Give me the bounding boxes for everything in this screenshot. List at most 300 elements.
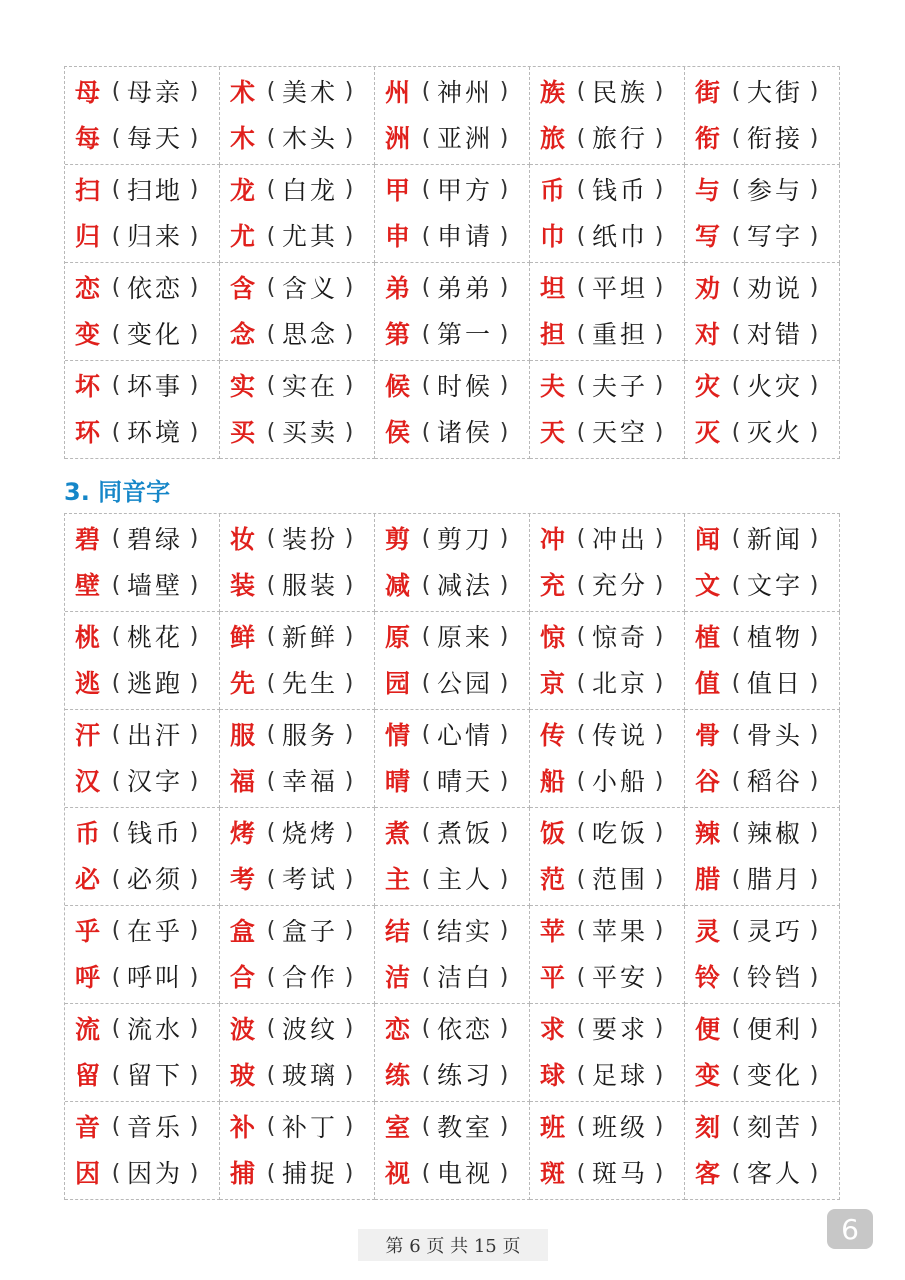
open-paren: ( (576, 373, 586, 399)
word: 白龙 (282, 175, 339, 205)
close-paren: ) (809, 177, 819, 203)
character: 盒 (230, 916, 256, 946)
open-paren: ( (266, 373, 276, 399)
open-paren: ( (731, 1160, 741, 1186)
character: 晴 (385, 767, 411, 797)
word: 值日 (747, 669, 804, 699)
character: 植 (695, 622, 721, 652)
word-entry (385, 222, 529, 252)
close-paren: ) (344, 768, 354, 794)
word-entry (385, 720, 529, 750)
close-paren: ) (344, 670, 354, 696)
word-entry (230, 222, 374, 252)
close-paren: ) (654, 1160, 664, 1186)
word-entry (75, 77, 219, 107)
close-paren: ) (499, 526, 509, 552)
grid-cell (685, 808, 840, 906)
character: 妆 (230, 524, 256, 554)
word-entry (385, 1014, 529, 1044)
grid-cell (685, 710, 840, 808)
word-entry (540, 669, 684, 699)
open-paren: ( (421, 177, 431, 203)
word-entry (230, 77, 374, 107)
character: 扫 (75, 175, 101, 205)
grid-cell (530, 612, 685, 710)
character: 第 (385, 320, 411, 350)
word: 含义 (282, 273, 339, 303)
word: 劝说 (747, 273, 804, 303)
word: 天空 (592, 418, 649, 448)
character: 闻 (695, 524, 721, 554)
character: 传 (540, 720, 566, 750)
open-paren: ( (421, 624, 431, 650)
word-entry (695, 222, 839, 252)
close-paren: ) (654, 918, 664, 944)
open-paren: ( (576, 1016, 586, 1042)
open-paren: ( (266, 820, 276, 846)
open-paren: ( (111, 321, 121, 347)
open-paren: ( (576, 125, 586, 151)
word-entry (540, 916, 684, 946)
word-entry (695, 418, 839, 448)
close-paren: ) (499, 125, 509, 151)
word-entry (695, 916, 839, 946)
character: 碧 (75, 524, 101, 554)
word-entry (230, 622, 374, 652)
close-paren: ) (654, 670, 664, 696)
close-paren: ) (809, 419, 819, 445)
word-entry (540, 865, 684, 895)
word: 甲方 (437, 175, 494, 205)
word-entry (695, 571, 839, 601)
word-entry (75, 767, 219, 797)
open-paren: ( (111, 572, 121, 598)
close-paren: ) (344, 275, 354, 301)
word-entry (385, 77, 529, 107)
word-entry (230, 720, 374, 750)
word: 第一 (437, 320, 494, 350)
word-entry (230, 175, 374, 205)
character: 先 (230, 669, 256, 699)
close-paren: ) (344, 373, 354, 399)
word: 对错 (747, 320, 804, 350)
character: 对 (695, 320, 721, 350)
word: 汉字 (127, 767, 184, 797)
close-paren: ) (499, 964, 509, 990)
page-footer: 第 6 页 共 15 页 (358, 1229, 548, 1261)
word: 北京 (592, 669, 649, 699)
character: 母 (75, 77, 101, 107)
word: 腊月 (747, 865, 804, 895)
open-paren: ( (731, 670, 741, 696)
word: 结实 (437, 916, 494, 946)
grid-cell (220, 1102, 375, 1200)
grid-cell (375, 710, 530, 808)
open-paren: ( (731, 1062, 741, 1088)
word: 新鲜 (282, 622, 339, 652)
close-paren: ) (189, 670, 199, 696)
open-paren: ( (576, 624, 586, 650)
character: 船 (540, 767, 566, 797)
word: 申请 (437, 222, 494, 252)
word-entry (75, 1014, 219, 1044)
word-entry (695, 175, 839, 205)
character: 侯 (385, 418, 411, 448)
close-paren: ) (189, 866, 199, 892)
word-entry (385, 320, 529, 350)
character: 州 (385, 77, 411, 107)
grid-cell (65, 263, 220, 361)
word: 灵巧 (747, 916, 804, 946)
character: 灭 (695, 418, 721, 448)
close-paren: ) (499, 275, 509, 301)
character: 尤 (230, 222, 256, 252)
word: 辣椒 (747, 818, 804, 848)
close-paren: ) (189, 768, 199, 794)
close-paren: ) (344, 177, 354, 203)
word: 夫子 (592, 371, 649, 401)
word-entry (540, 124, 684, 154)
open-paren: ( (576, 275, 586, 301)
word-entry (540, 222, 684, 252)
close-paren: ) (344, 964, 354, 990)
open-paren: ( (421, 223, 431, 249)
character: 因 (75, 1159, 101, 1189)
open-paren: ( (111, 177, 121, 203)
word-entry (230, 273, 374, 303)
grid-cell (685, 361, 840, 459)
close-paren: ) (344, 321, 354, 347)
character: 天 (540, 418, 566, 448)
word-entry (75, 1112, 219, 1142)
word-entry (75, 371, 219, 401)
open-paren: ( (731, 373, 741, 399)
word: 公园 (437, 669, 494, 699)
word-entry (540, 767, 684, 797)
grid-cell (65, 1102, 220, 1200)
open-paren: ( (576, 964, 586, 990)
grid-cell (530, 361, 685, 459)
character: 球 (540, 1061, 566, 1091)
close-paren: ) (189, 918, 199, 944)
word-entry (75, 916, 219, 946)
character: 充 (540, 571, 566, 601)
open-paren: ( (731, 321, 741, 347)
character: 练 (385, 1061, 411, 1091)
character: 坦 (540, 273, 566, 303)
open-paren: ( (266, 624, 276, 650)
open-paren: ( (731, 125, 741, 151)
character: 鲜 (230, 622, 256, 652)
character: 考 (230, 865, 256, 895)
word: 晴天 (437, 767, 494, 797)
close-paren: ) (189, 373, 199, 399)
character: 每 (75, 124, 101, 154)
close-paren: ) (344, 918, 354, 944)
close-paren: ) (499, 768, 509, 794)
word: 参与 (747, 175, 804, 205)
word: 剪刀 (437, 524, 494, 554)
character: 文 (695, 571, 721, 601)
close-paren: ) (499, 1160, 509, 1186)
close-paren: ) (499, 670, 509, 696)
open-paren: ( (421, 768, 431, 794)
character: 班 (540, 1112, 566, 1142)
close-paren: ) (809, 670, 819, 696)
open-paren: ( (111, 79, 121, 105)
character: 剪 (385, 524, 411, 554)
word: 吃饭 (592, 818, 649, 848)
grid-cell (685, 1004, 840, 1102)
character: 与 (695, 175, 721, 205)
character: 乎 (75, 916, 101, 946)
open-paren: ( (731, 572, 741, 598)
character: 装 (230, 571, 256, 601)
word-entry (385, 865, 529, 895)
open-paren: ( (576, 572, 586, 598)
open-paren: ( (576, 722, 586, 748)
close-paren: ) (499, 1062, 509, 1088)
grid-cell (220, 710, 375, 808)
open-paren: ( (421, 866, 431, 892)
grid-cell (530, 514, 685, 612)
word-entry (540, 371, 684, 401)
grid-cell (375, 612, 530, 710)
word-entry (385, 1061, 529, 1091)
open-paren: ( (111, 964, 121, 990)
open-paren: ( (421, 419, 431, 445)
word: 原来 (437, 622, 494, 652)
close-paren: ) (344, 866, 354, 892)
grid-cell (220, 361, 375, 459)
open-paren: ( (266, 670, 276, 696)
word-entry (75, 720, 219, 750)
character: 候 (385, 371, 411, 401)
word-entry (75, 963, 219, 993)
close-paren: ) (654, 373, 664, 399)
close-paren: ) (654, 722, 664, 748)
word: 思念 (282, 320, 339, 350)
word: 美术 (282, 77, 339, 107)
word: 客人 (747, 1159, 804, 1189)
open-paren: ( (576, 321, 586, 347)
character: 烤 (230, 818, 256, 848)
open-paren: ( (111, 918, 121, 944)
word: 斑马 (592, 1159, 649, 1189)
word: 必须 (127, 865, 184, 895)
character: 买 (230, 418, 256, 448)
character: 减 (385, 571, 411, 601)
grid-cell (220, 165, 375, 263)
word: 依恋 (437, 1014, 494, 1044)
open-paren: ( (111, 125, 121, 151)
word: 主人 (437, 865, 494, 895)
word-entry (540, 818, 684, 848)
word-entry (695, 273, 839, 303)
word: 依恋 (127, 273, 184, 303)
character: 呼 (75, 963, 101, 993)
word-entry (385, 273, 529, 303)
grid-cell (685, 612, 840, 710)
word: 补丁 (282, 1112, 339, 1142)
grid-cell (685, 67, 840, 165)
character: 煮 (385, 818, 411, 848)
word: 归来 (127, 222, 184, 252)
open-paren: ( (111, 1062, 121, 1088)
word-entry (695, 320, 839, 350)
word: 大街 (747, 77, 804, 107)
open-paren: ( (731, 177, 741, 203)
word-entry (75, 818, 219, 848)
open-paren: ( (111, 1114, 121, 1140)
close-paren: ) (189, 624, 199, 650)
open-paren: ( (421, 79, 431, 105)
word: 传说 (592, 720, 649, 750)
open-paren: ( (421, 964, 431, 990)
open-paren: ( (111, 624, 121, 650)
open-paren: ( (576, 79, 586, 105)
open-paren: ( (111, 275, 121, 301)
word-entry (230, 1112, 374, 1142)
word-entry (385, 124, 529, 154)
close-paren: ) (809, 1016, 819, 1042)
word-entry (695, 124, 839, 154)
open-paren: ( (576, 866, 586, 892)
word-entry (385, 1112, 529, 1142)
word-entry (540, 622, 684, 652)
grid-cell (685, 1102, 840, 1200)
word: 玻璃 (282, 1061, 339, 1091)
close-paren: ) (499, 722, 509, 748)
word-entry (230, 124, 374, 154)
close-paren: ) (809, 820, 819, 846)
character: 铃 (695, 963, 721, 993)
close-paren: ) (344, 125, 354, 151)
open-paren: ( (266, 722, 276, 748)
word: 写字 (747, 222, 804, 252)
grid-cell (375, 361, 530, 459)
word-entry (230, 669, 374, 699)
close-paren: ) (189, 177, 199, 203)
open-paren: ( (576, 1114, 586, 1140)
word: 火灾 (747, 371, 804, 401)
word-entry (695, 669, 839, 699)
character: 京 (540, 669, 566, 699)
word-entry (695, 818, 839, 848)
character: 补 (230, 1112, 256, 1142)
close-paren: ) (344, 526, 354, 552)
character: 刻 (695, 1112, 721, 1142)
grid-cell (65, 1004, 220, 1102)
close-paren: ) (654, 866, 664, 892)
close-paren: ) (344, 223, 354, 249)
open-paren: ( (111, 820, 121, 846)
word: 桃花 (127, 622, 184, 652)
word: 铃铛 (747, 963, 804, 993)
word-entry (695, 1061, 839, 1091)
close-paren: ) (344, 419, 354, 445)
grid-cell (375, 263, 530, 361)
close-paren: ) (499, 624, 509, 650)
close-paren: ) (189, 572, 199, 598)
open-paren: ( (266, 79, 276, 105)
word-entry (230, 865, 374, 895)
word-entry (75, 865, 219, 895)
grid-cell (530, 1004, 685, 1102)
close-paren: ) (344, 820, 354, 846)
close-paren: ) (189, 275, 199, 301)
word-entry (385, 669, 529, 699)
word-entry (75, 1061, 219, 1091)
open-paren: ( (111, 526, 121, 552)
character: 饭 (540, 818, 566, 848)
word-entry (540, 963, 684, 993)
word-entry (695, 1112, 839, 1142)
page-number-badge: 6 (827, 1209, 873, 1249)
close-paren: ) (499, 572, 509, 598)
close-paren: ) (654, 820, 664, 846)
character: 恋 (385, 1014, 411, 1044)
close-paren: ) (654, 1016, 664, 1042)
open-paren: ( (266, 1160, 276, 1186)
word: 钱币 (127, 818, 184, 848)
word-entry (695, 865, 839, 895)
open-paren: ( (576, 768, 586, 794)
open-paren: ( (731, 964, 741, 990)
open-paren: ( (111, 223, 121, 249)
close-paren: ) (809, 1114, 819, 1140)
character: 术 (230, 77, 256, 107)
character: 便 (695, 1014, 721, 1044)
open-paren: ( (266, 526, 276, 552)
grid-cell (220, 67, 375, 165)
word-entry (230, 371, 374, 401)
open-paren: ( (576, 526, 586, 552)
word: 音乐 (127, 1112, 184, 1142)
open-paren: ( (111, 670, 121, 696)
close-paren: ) (499, 866, 509, 892)
close-paren: ) (809, 624, 819, 650)
word: 洁白 (437, 963, 494, 993)
word: 惊奇 (592, 622, 649, 652)
close-paren: ) (809, 918, 819, 944)
open-paren: ( (266, 964, 276, 990)
grid-cell (685, 514, 840, 612)
word: 服务 (282, 720, 339, 750)
word: 平安 (592, 963, 649, 993)
character: 惊 (540, 622, 566, 652)
character: 玻 (230, 1061, 256, 1091)
open-paren: ( (576, 820, 586, 846)
open-paren: ( (266, 275, 276, 301)
character: 原 (385, 622, 411, 652)
word: 足球 (592, 1061, 649, 1091)
open-paren: ( (421, 1160, 431, 1186)
close-paren: ) (499, 79, 509, 105)
word-entry (385, 571, 529, 601)
close-paren: ) (499, 321, 509, 347)
grid-cell (220, 263, 375, 361)
grid-cell (65, 612, 220, 710)
open-paren: ( (266, 223, 276, 249)
character: 苹 (540, 916, 566, 946)
character: 实 (230, 371, 256, 401)
character: 币 (540, 175, 566, 205)
word-entry (230, 1159, 374, 1189)
word: 时候 (437, 371, 494, 401)
word-entry (230, 320, 374, 350)
close-paren: ) (344, 572, 354, 598)
